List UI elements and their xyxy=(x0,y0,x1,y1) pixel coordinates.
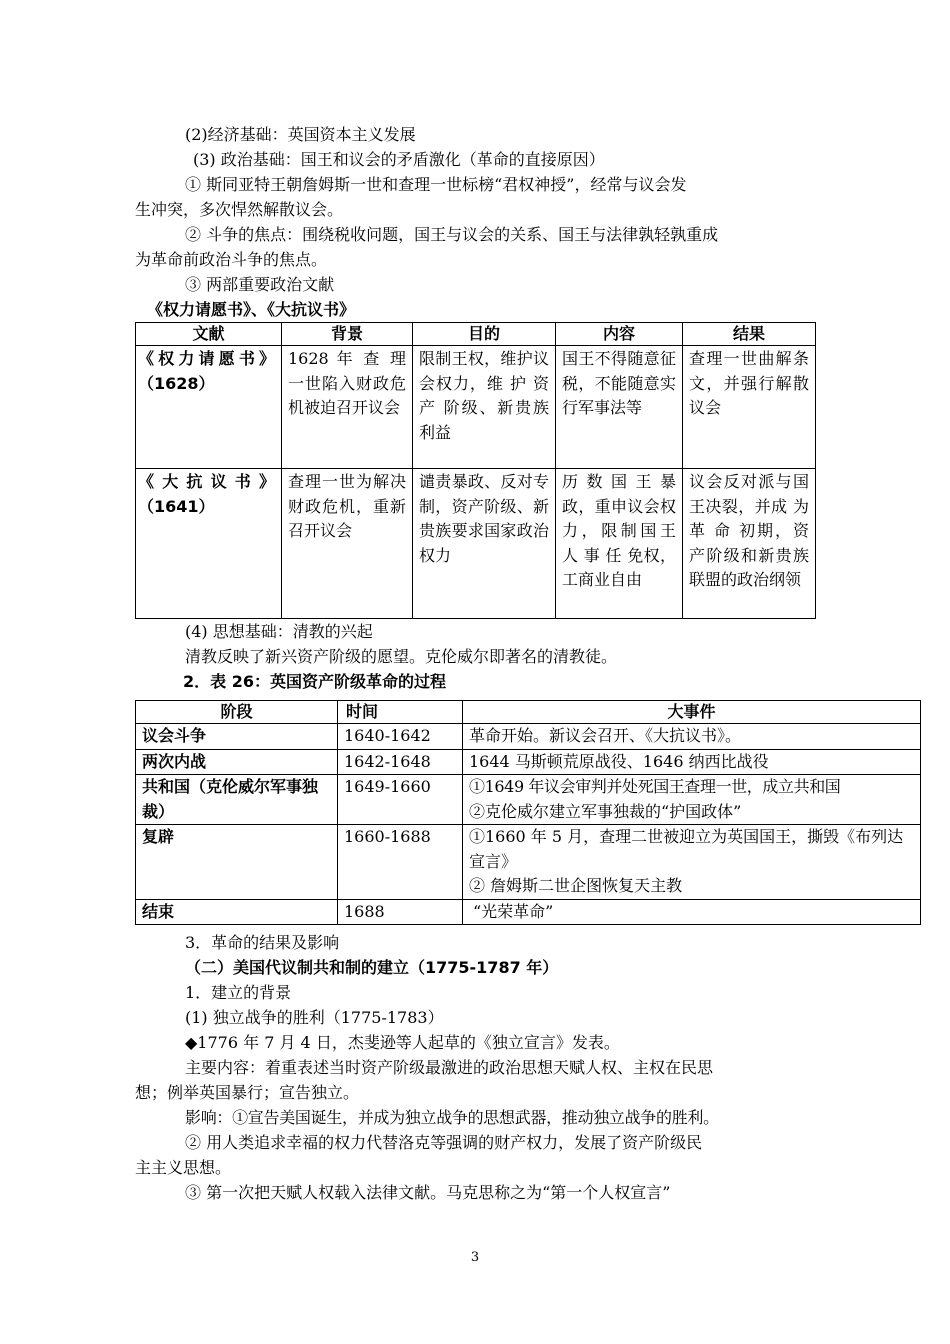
table-row xyxy=(136,775,921,825)
table-cell-stage: 共和国（克伦威尔军事独裁） xyxy=(136,775,338,825)
table-cell-stage: 议会斗争 xyxy=(136,724,338,750)
paragraph: (1) 独立战争的胜利（1775-1783） xyxy=(185,1008,444,1027)
table-cell-time: 1688 xyxy=(338,899,463,925)
table-cell: 1628 年 查 理 一世陷入财政危机被迫召开议会 xyxy=(282,346,413,469)
table-cell-doc: 《权力请愿书》（1628） xyxy=(136,346,282,469)
table-cell-doc: 《大抗议书》（1641） xyxy=(136,469,282,619)
table-row xyxy=(136,724,921,750)
table-header: 阶段 xyxy=(136,701,338,724)
table-row xyxy=(136,749,921,775)
paragraph: ② 斗争的焦点：围绕税收问题，国王与议会的关系、国王与法律孰轻孰重成 xyxy=(185,225,719,244)
table-cell: 议会反对派与国王决裂，并成 为 革 命 初期，资产阶级和新贵族联盟的政治纲领 xyxy=(683,469,816,619)
table-cell: 限制王权，维护议会权力，维 护 资 产 阶级、新贵族利益 xyxy=(413,346,556,469)
table-cell-events xyxy=(463,749,921,775)
paragraph: ② 用人类追求幸福的权力代替洛克等强调的财产权力，发展了资产阶级民 xyxy=(185,1133,703,1152)
paragraph: 影响：①宣告美国诞生，并成为独立战争的思想武器，推动独立战争的胜利。 xyxy=(185,1108,719,1127)
documents-title: 《权力请愿书》、《大抗议书》 xyxy=(147,300,356,319)
table-header: 背景 xyxy=(282,323,413,346)
table-cell-time: 1660-1688 xyxy=(338,825,463,900)
event-line: 1644 马斯顿荒原战役、1646 纳西比战役 xyxy=(469,751,769,771)
paragraph: (3) 政治基础：国王和议会的矛盾激化（革命的直接原因） xyxy=(193,150,605,169)
section-heading: （二）美国代议制共和制的建立（1775-1787 年） xyxy=(185,958,559,977)
table-cell-time: 1640-1642 xyxy=(338,724,463,750)
table-cell-stage: 两次内战 xyxy=(136,749,338,775)
table-cell-events xyxy=(463,899,921,925)
paragraph: 1．建立的背景 xyxy=(185,983,292,1002)
paragraph: (4) 思想基础：清教的兴起 xyxy=(185,622,373,641)
table-cell-time: 1649-1660 xyxy=(338,775,463,825)
event-line: “光荣革命” xyxy=(473,901,554,921)
paragraph: (2)经济基础：英国资本主义发展 xyxy=(185,125,416,144)
table-cell-stage: 结束 xyxy=(136,899,338,925)
table-cell: 查理一世为解决财政危机，重新召开议会 xyxy=(282,469,413,619)
table-row xyxy=(136,346,816,469)
event-line: ①1660 年 5 月，查理二世被迎立为英国国王，撕毁《布列达宣言》 xyxy=(469,827,904,871)
section-bottom xyxy=(135,930,825,1205)
table-header: 内容 xyxy=(556,323,683,346)
documents-table xyxy=(135,322,816,619)
paragraph: 想；例举英国暴行；宣告独立。 xyxy=(135,1083,360,1102)
table-cell-events xyxy=(463,825,921,900)
table-cell-time: 1642-1648 xyxy=(338,749,463,775)
table-cell: 历 数 国 王 暴政，重申议会权力，限制国王 人 事 任 免权，工商业自由 xyxy=(556,469,683,619)
paragraph: 生冲突，多次悍然解散议会。 xyxy=(135,200,344,219)
paragraph: 主要内容：着重表述当时资产阶级最激进的政治思想天赋人权、主权在民思 xyxy=(185,1058,714,1077)
event-line: 革命开始。新议会召开、《大抗议书》。 xyxy=(469,726,742,745)
table-header: 目的 xyxy=(413,323,556,346)
table-cell-events xyxy=(463,724,921,750)
table-header-row xyxy=(136,323,816,346)
event-line: ①1649 年议会审判并处死国王查理一世，成立共和国 xyxy=(469,777,841,796)
page-number: 3 xyxy=(470,1250,480,1265)
table-header-row xyxy=(136,701,921,724)
table-cell-events xyxy=(463,775,921,825)
table-row xyxy=(136,825,921,900)
process-table xyxy=(135,700,921,925)
process-table-wrapper xyxy=(135,700,921,925)
table-row xyxy=(136,899,921,925)
table-row xyxy=(136,469,816,619)
paragraph: ◆1776 年 7 月 4 日，杰斐逊等人起草的《独立宣言》发表。 xyxy=(185,1033,620,1052)
table-header: 时间 xyxy=(338,701,463,724)
event-line: ②克伦威尔建立军事独裁的“护国政体” xyxy=(469,801,742,821)
table-header: 结果 xyxy=(683,323,816,346)
table-cell-stage: 复辟 xyxy=(136,825,338,900)
paragraph: 3．革命的结果及影响 xyxy=(185,933,340,952)
paragraph: 为革命前政治斗争的焦点。 xyxy=(135,250,328,269)
table-header: 大事件 xyxy=(463,701,921,724)
table-cell: 谴责暴政、反对专制，资产阶级、新贵族要求国家政治权力 xyxy=(413,469,556,619)
paragraph: ① 斯同亚特王朝詹姆斯一世和查理一世标榜“君权神授”，经常与议会发 xyxy=(185,175,687,194)
table-cell: 查理一世曲解条文，并强行解散议会 xyxy=(683,346,816,469)
paragraph: 清教反映了新兴资产阶级的愿望。克伦威尔即著名的清教徒。 xyxy=(185,647,618,666)
document-page xyxy=(135,122,825,694)
paragraph: 主主义思想。 xyxy=(135,1158,232,1177)
table2-title: 2．表 26：英国资产阶级革命的过程 xyxy=(183,672,446,691)
event-line: ② 詹姆斯二世企图恢复天主教 xyxy=(469,876,683,895)
paragraph: ③ 第一次把天赋人权载入法律文献。马克思称之为“第一个人权宣言” xyxy=(185,1183,671,1202)
table-cell: 国王不得随意征税，不能随意实行军事法等 xyxy=(556,346,683,469)
paragraph: ③ 两部重要政治文献 xyxy=(185,275,335,294)
table-header: 文献 xyxy=(136,323,282,346)
